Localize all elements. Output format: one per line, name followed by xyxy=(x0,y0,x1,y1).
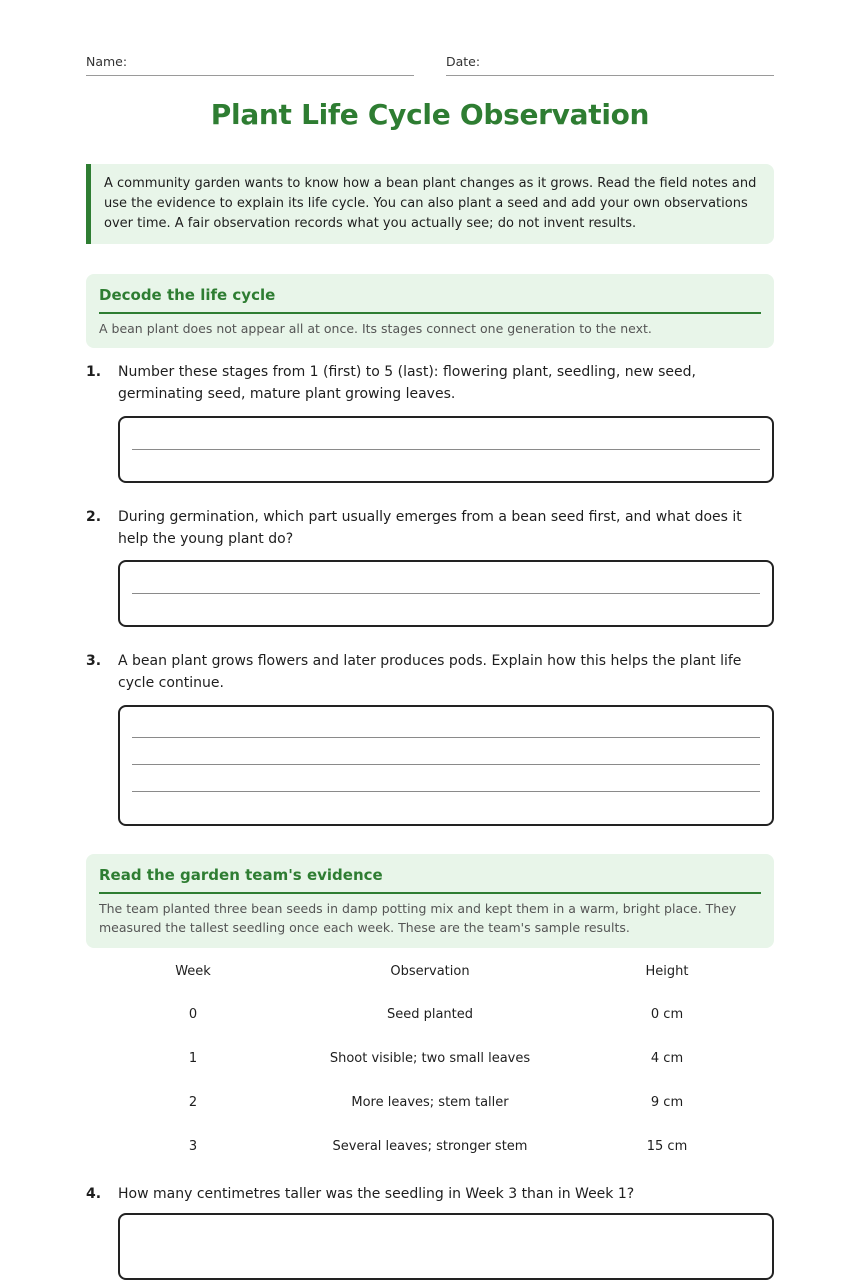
cell-week: 0 xyxy=(188,1006,198,1022)
date-field[interactable] xyxy=(446,54,774,76)
answer-box-3[interactable] xyxy=(118,705,774,826)
table-row xyxy=(86,992,774,1036)
question-number: 2. xyxy=(86,509,102,525)
answer-box-1[interactable] xyxy=(118,416,774,483)
column-header-week: Week xyxy=(175,963,211,979)
answer-line xyxy=(132,449,760,450)
cell-observation: Seed planted xyxy=(386,1006,474,1022)
cell-observation: More leaves; stem taller xyxy=(351,1094,509,1110)
question-number: 1. xyxy=(86,364,102,380)
table-row xyxy=(86,1080,774,1124)
header-fields xyxy=(86,54,774,76)
section-decode-life-cycle xyxy=(86,274,774,348)
answer-line xyxy=(132,764,760,765)
answer-line xyxy=(132,737,760,738)
answer-box-4[interactable] xyxy=(118,1213,774,1280)
question-number: 4. xyxy=(86,1186,102,1202)
cell-week: 3 xyxy=(188,1138,198,1154)
table-header-row xyxy=(86,950,774,992)
cell-week: 2 xyxy=(188,1094,198,1110)
question-number: 3. xyxy=(86,653,102,669)
section-heading: Decode the life cycle xyxy=(99,284,761,314)
answer-line xyxy=(132,791,760,792)
evidence-table xyxy=(86,950,774,1168)
cell-observation: Shoot visible; two small leaves xyxy=(329,1050,531,1066)
cell-height: 15 cm xyxy=(646,1138,688,1154)
section-heading: Read the garden team's evidence xyxy=(99,864,761,894)
cell-height: 9 cm xyxy=(650,1094,684,1110)
date-label: Date: xyxy=(446,54,481,69)
section-description: The team planted three bean seeds in damp potting mix and kept them in a warm, bright place. They measured the tallest seedling once each week. These are the team's sample results. xyxy=(99,901,737,935)
question-text: A bean plant grows flowers and later produces pods. Explain how this helps the plant life cycle continue. xyxy=(118,653,742,691)
cell-height: 4 cm xyxy=(650,1050,684,1066)
table-row xyxy=(86,1124,774,1168)
question-text: Number these stages from 1 (first) to 5 (last): flowering plant, seedling, new seed, germinating seed, mature plant growing leaves. xyxy=(118,364,696,402)
column-header-height: Height xyxy=(645,963,689,979)
cell-week: 1 xyxy=(188,1050,198,1066)
answer-box-2[interactable] xyxy=(118,560,774,627)
intro-callout: A community garden wants to know how a bean plant changes as it grows. Read the field notes and use the evidence to explain its life cycle. You can also plant a seed and add your own observations over time. A fair observation records what you actually see; do not invent results. xyxy=(86,164,774,244)
section-description: A bean plant does not appear all at once. Its stages connect one generation to the next. xyxy=(99,321,652,336)
question-text: During germination, which part usually emerges from a bean seed first, and what does it help the young plant do? xyxy=(118,509,742,547)
name-field[interactable] xyxy=(86,54,414,76)
answer-line xyxy=(132,593,760,594)
section-garden-evidence xyxy=(86,854,774,948)
cell-height: 0 cm xyxy=(650,1006,684,1022)
column-header-observation: Observation xyxy=(390,963,470,979)
table-row xyxy=(86,1036,774,1080)
question-text: How many centimetres taller was the seedling in Week 3 than in Week 1? xyxy=(118,1186,635,1202)
cell-observation: Several leaves; stronger stem xyxy=(332,1138,528,1154)
page-title: Plant Life Cycle Observation xyxy=(210,98,650,131)
name-label: Name: xyxy=(86,54,128,69)
